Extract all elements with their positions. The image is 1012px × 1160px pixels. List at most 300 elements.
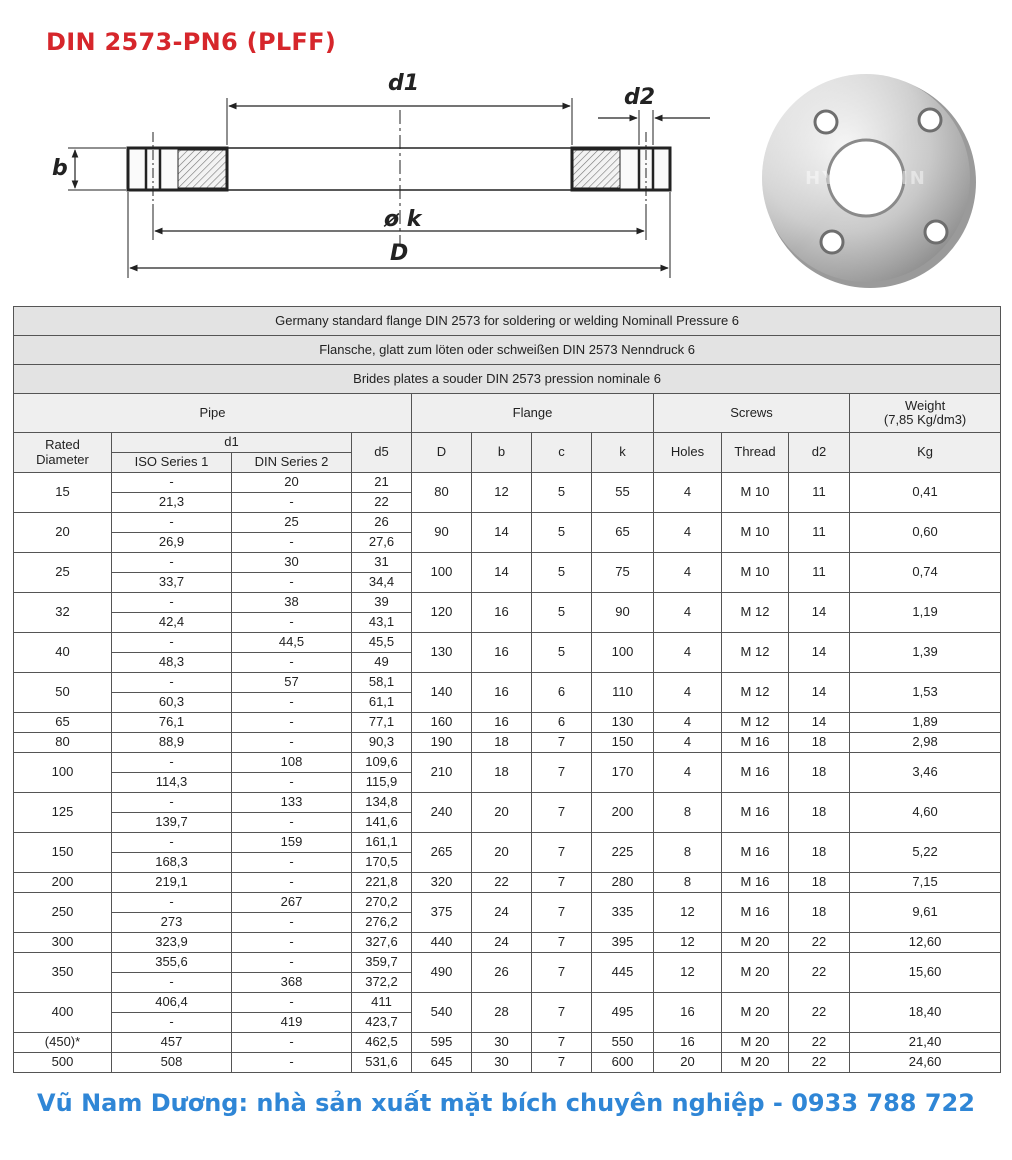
cell-holes: 4 <box>654 753 722 793</box>
cell-din-series-2: - <box>232 713 352 733</box>
cell-d5: 462,5 <box>352 1033 412 1053</box>
cell-kg: 5,22 <box>850 833 1001 873</box>
cell-thread: M 12 <box>722 633 789 673</box>
cell-holes: 8 <box>654 833 722 873</box>
cell-iso-series-1: 323,9 <box>112 933 232 953</box>
cell-b: 24 <box>472 933 532 953</box>
cell-d5: 45,5 <box>352 633 412 653</box>
cell-D: 375 <box>412 893 472 933</box>
cell-thread: M 20 <box>722 1033 789 1053</box>
cell-iso-series-1: 508 <box>112 1053 232 1073</box>
cell-iso-series-1: 26,9 <box>112 533 232 553</box>
cell-d2: 18 <box>789 733 850 753</box>
cell-d2: 11 <box>789 473 850 513</box>
cell-k: 495 <box>592 993 654 1033</box>
cell-k: 445 <box>592 953 654 993</box>
cell-k: 335 <box>592 893 654 933</box>
cell-d5: 21 <box>352 473 412 493</box>
cell-thread: M 12 <box>722 713 789 733</box>
cell-iso-series-1: 60,3 <box>112 693 232 713</box>
cell-rated-diameter: 125 <box>14 793 112 833</box>
cell-kg: 7,15 <box>850 873 1001 893</box>
header-rated-diameter <box>14 433 112 473</box>
cell-rated-diameter: 32 <box>14 593 112 633</box>
cell-iso-series-1: 88,9 <box>112 733 232 753</box>
cell-b: 30 <box>472 1053 532 1073</box>
cell-kg: 3,46 <box>850 753 1001 793</box>
cell-kg: 1,19 <box>850 593 1001 633</box>
cell-holes: 20 <box>654 1053 722 1073</box>
page-title: DIN 2573-PN6 (PLFF) <box>46 28 337 56</box>
flange-section-drawing <box>30 60 730 295</box>
cell-D: 240 <box>412 793 472 833</box>
header-d1: d1 <box>112 433 352 453</box>
label-d1: d1 <box>388 71 420 96</box>
cell-c: 7 <box>532 1033 592 1053</box>
table-row <box>14 933 1001 953</box>
cell-thread: M 20 <box>722 933 789 953</box>
cell-holes: 4 <box>654 513 722 553</box>
weight-density: (7,85 Kg/dm3) <box>883 412 967 427</box>
cell-din-series-2: - <box>232 953 352 973</box>
cell-din-series-2: - <box>232 693 352 713</box>
cell-c: 7 <box>532 933 592 953</box>
cell-holes: 4 <box>654 733 722 753</box>
cell-c: 7 <box>532 833 592 873</box>
cell-din-series-2: - <box>232 813 352 833</box>
table-row <box>14 473 1001 493</box>
cell-c: 7 <box>532 733 592 753</box>
cell-kg: 1,53 <box>850 673 1001 713</box>
cell-iso-series-1: - <box>112 1013 232 1033</box>
cell-D: 645 <box>412 1053 472 1073</box>
table-row <box>14 893 1001 913</box>
cell-thread: M 12 <box>722 593 789 633</box>
group-pipe: Pipe <box>14 394 412 433</box>
header-iso-series-1: ISO Series 1 <box>112 453 232 473</box>
table-row <box>14 1053 1001 1073</box>
cell-c: 5 <box>532 593 592 633</box>
cell-rated-diameter: 40 <box>14 633 112 673</box>
cell-k: 150 <box>592 733 654 753</box>
cell-din-series-2: 159 <box>232 833 352 853</box>
header-holes: Holes <box>654 433 722 473</box>
cell-c: 7 <box>532 873 592 893</box>
header-c: c <box>532 433 592 473</box>
header-D: D <box>412 433 472 473</box>
cell-thread: M 20 <box>722 993 789 1033</box>
table-row <box>14 633 1001 653</box>
table-row <box>14 793 1001 813</box>
cell-k: 130 <box>592 713 654 733</box>
cell-din-series-2: - <box>232 1033 352 1053</box>
cell-d5: 531,6 <box>352 1053 412 1073</box>
cell-k: 280 <box>592 873 654 893</box>
header-thread: Thread <box>722 433 789 473</box>
cell-b: 18 <box>472 733 532 753</box>
cell-din-series-2: - <box>232 733 352 753</box>
cell-din-series-2: - <box>232 1053 352 1073</box>
cell-thread: M 20 <box>722 953 789 993</box>
cell-din-series-2: - <box>232 653 352 673</box>
cell-c: 5 <box>532 553 592 593</box>
cell-b: 16 <box>472 673 532 713</box>
cell-d5: 43,1 <box>352 613 412 633</box>
cell-b: 22 <box>472 873 532 893</box>
header-k: k <box>592 433 654 473</box>
cell-D: 100 <box>412 553 472 593</box>
cell-iso-series-1: - <box>112 973 232 993</box>
cell-din-series-2: 30 <box>232 553 352 573</box>
label-D: D <box>390 241 409 266</box>
header-din-series-2: DIN Series 2 <box>232 453 352 473</box>
table-row <box>14 993 1001 1013</box>
cell-rated-diameter: 350 <box>14 953 112 993</box>
cell-d5: 327,6 <box>352 933 412 953</box>
cell-d5: 61,1 <box>352 693 412 713</box>
cell-thread: M 10 <box>722 553 789 593</box>
cell-c: 5 <box>532 473 592 513</box>
cell-d2: 22 <box>789 993 850 1033</box>
cell-d2: 18 <box>789 753 850 793</box>
cell-b: 14 <box>472 513 532 553</box>
cell-d5: 221,8 <box>352 873 412 893</box>
cell-holes: 4 <box>654 473 722 513</box>
cell-c: 7 <box>532 993 592 1033</box>
cell-b: 28 <box>472 993 532 1033</box>
cell-rated-diameter: 200 <box>14 873 112 893</box>
cell-d5: 276,2 <box>352 913 412 933</box>
cell-thread: M 16 <box>722 793 789 833</box>
cell-thread: M 16 <box>722 833 789 873</box>
cell-d5: 34,4 <box>352 573 412 593</box>
cell-d5: 141,6 <box>352 813 412 833</box>
cell-d5: 359,7 <box>352 953 412 973</box>
cell-iso-series-1: 219,1 <box>112 873 232 893</box>
cell-kg: 12,60 <box>850 933 1001 953</box>
cell-b: 12 <box>472 473 532 513</box>
cell-d2: 11 <box>789 553 850 593</box>
cell-rated-diameter: 100 <box>14 753 112 793</box>
cell-c: 7 <box>532 893 592 933</box>
cell-b: 14 <box>472 553 532 593</box>
cell-D: 440 <box>412 933 472 953</box>
cell-d5: 39 <box>352 593 412 613</box>
cell-c: 5 <box>532 633 592 673</box>
cell-din-series-2: 38 <box>232 593 352 613</box>
cell-holes: 4 <box>654 673 722 713</box>
cell-k: 75 <box>592 553 654 593</box>
cell-iso-series-1: - <box>112 513 232 533</box>
cell-iso-series-1: - <box>112 833 232 853</box>
cell-din-series-2: 44,5 <box>232 633 352 653</box>
cell-rated-diameter: 250 <box>14 893 112 933</box>
cell-iso-series-1: 114,3 <box>112 773 232 793</box>
cell-d2: 18 <box>789 893 850 933</box>
cell-holes: 16 <box>654 1033 722 1053</box>
cell-d5: 90,3 <box>352 733 412 753</box>
table-row <box>14 513 1001 533</box>
cell-D: 130 <box>412 633 472 673</box>
cell-din-series-2: - <box>232 533 352 553</box>
group-screws: Screws <box>654 394 850 433</box>
cell-din-series-2: - <box>232 873 352 893</box>
cell-b: 18 <box>472 753 532 793</box>
cell-iso-series-1: 139,7 <box>112 813 232 833</box>
cell-k: 55 <box>592 473 654 513</box>
cell-d2: 14 <box>789 713 850 733</box>
cell-b: 16 <box>472 713 532 733</box>
cell-D: 540 <box>412 993 472 1033</box>
cell-D: 210 <box>412 753 472 793</box>
table-row <box>14 553 1001 573</box>
flange-photo <box>760 70 978 290</box>
cell-kg: 1,89 <box>850 713 1001 733</box>
cell-rated-diameter: 20 <box>14 513 112 553</box>
cell-thread: M 16 <box>722 733 789 753</box>
cell-holes: 4 <box>654 553 722 593</box>
cell-din-series-2: 108 <box>232 753 352 773</box>
cell-thread: M 16 <box>722 873 789 893</box>
cell-din-series-2: - <box>232 933 352 953</box>
cell-iso-series-1: 457 <box>112 1033 232 1053</box>
cell-thread: M 12 <box>722 673 789 713</box>
banner-english: Germany standard flange DIN 2573 for soldering or welding Nominall Pressure 6 <box>14 307 1001 336</box>
cell-k: 600 <box>592 1053 654 1073</box>
cell-c: 7 <box>532 753 592 793</box>
cell-d2: 18 <box>789 873 850 893</box>
cell-din-series-2: - <box>232 493 352 513</box>
cell-b: 24 <box>472 893 532 933</box>
cell-iso-series-1: 48,3 <box>112 653 232 673</box>
cell-c: 7 <box>532 953 592 993</box>
cell-thread: M 20 <box>722 1053 789 1073</box>
table-row <box>14 733 1001 753</box>
cell-k: 90 <box>592 593 654 633</box>
cell-c: 5 <box>532 513 592 553</box>
cell-iso-series-1: - <box>112 633 232 653</box>
cell-kg: 0,60 <box>850 513 1001 553</box>
cell-kg: 0,74 <box>850 553 1001 593</box>
cell-c: 7 <box>532 793 592 833</box>
cell-iso-series-1: 273 <box>112 913 232 933</box>
cell-kg: 4,60 <box>850 793 1001 833</box>
cell-c: 6 <box>532 673 592 713</box>
cell-iso-series-1: - <box>112 553 232 573</box>
table-row <box>14 713 1001 733</box>
cell-holes: 8 <box>654 793 722 833</box>
cell-din-series-2: - <box>232 773 352 793</box>
cell-din-series-2: - <box>232 853 352 873</box>
cell-D: 140 <box>412 673 472 713</box>
cell-thread: M 16 <box>722 893 789 933</box>
cell-d2: 14 <box>789 633 850 673</box>
cell-D: 320 <box>412 873 472 893</box>
table-row <box>14 593 1001 613</box>
table-row <box>14 873 1001 893</box>
cell-kg: 0,41 <box>850 473 1001 513</box>
table-row <box>14 753 1001 773</box>
banner-german: Flansche, glatt zum löten oder schweißen DIN 2573 Nenndruck 6 <box>14 336 1001 365</box>
cell-iso-series-1: 42,4 <box>112 613 232 633</box>
cell-d2: 14 <box>789 593 850 633</box>
group-flange: Flange <box>412 394 654 433</box>
cell-D: 595 <box>412 1033 472 1053</box>
cell-iso-series-1: - <box>112 793 232 813</box>
cell-d5: 31 <box>352 553 412 573</box>
cell-iso-series-1: - <box>112 473 232 493</box>
cell-rated-diameter: 80 <box>14 733 112 753</box>
cell-iso-series-1: 355,6 <box>112 953 232 973</box>
cell-din-series-2: - <box>232 573 352 593</box>
cell-din-series-2: - <box>232 913 352 933</box>
cell-rated-diameter: 25 <box>14 553 112 593</box>
cell-d5: 109,6 <box>352 753 412 773</box>
banner-french: Brides plates a souder DIN 2573 pression nominale 6 <box>14 365 1001 394</box>
cell-b: 20 <box>472 793 532 833</box>
cell-d5: 22 <box>352 493 412 513</box>
cell-d2: 22 <box>789 1033 850 1053</box>
cell-k: 225 <box>592 833 654 873</box>
label-d2: d2 <box>624 85 656 110</box>
photo-watermark: HYUPSHIN <box>805 168 927 189</box>
flange-spec-table <box>13 306 1001 1073</box>
header-rated: Rated <box>45 437 80 453</box>
cell-d2: 18 <box>789 793 850 833</box>
cell-b: 26 <box>472 953 532 993</box>
cell-iso-series-1: - <box>112 893 232 913</box>
cell-holes: 12 <box>654 933 722 953</box>
cell-holes: 12 <box>654 953 722 993</box>
cell-D: 265 <box>412 833 472 873</box>
cell-rated-diameter: 65 <box>14 713 112 733</box>
cell-d5: 411 <box>352 993 412 1013</box>
cell-holes: 4 <box>654 713 722 733</box>
cell-d5: 161,1 <box>352 833 412 853</box>
cell-k: 170 <box>592 753 654 793</box>
cell-d5: 27,6 <box>352 533 412 553</box>
header-b: b <box>472 433 532 473</box>
header-d2: d2 <box>789 433 850 473</box>
cell-d5: 170,5 <box>352 853 412 873</box>
cell-din-series-2: 20 <box>232 473 352 493</box>
cell-din-series-2: 57 <box>232 673 352 693</box>
cell-d5: 115,9 <box>352 773 412 793</box>
weight-label: Weight <box>904 397 946 413</box>
cell-rated-diameter: 15 <box>14 473 112 513</box>
cell-thread: M 10 <box>722 513 789 553</box>
cell-holes: 8 <box>654 873 722 893</box>
cell-thread: M 10 <box>722 473 789 513</box>
cell-d5: 49 <box>352 653 412 673</box>
cell-thread: M 16 <box>722 753 789 793</box>
cell-kg: 2,98 <box>850 733 1001 753</box>
cell-d5: 134,8 <box>352 793 412 813</box>
cell-kg: 15,60 <box>850 953 1001 993</box>
cell-kg: 24,60 <box>850 1053 1001 1073</box>
cell-c: 6 <box>532 713 592 733</box>
cell-iso-series-1: 168,3 <box>112 853 232 873</box>
cell-d5: 423,7 <box>352 1013 412 1033</box>
label-b: b <box>52 156 68 181</box>
cell-iso-series-1: 76,1 <box>112 713 232 733</box>
cell-holes: 4 <box>654 633 722 673</box>
cell-k: 550 <box>592 1033 654 1053</box>
group-weight <box>850 394 1001 433</box>
header-kg: Kg <box>850 433 1001 473</box>
header-diameter: Diameter <box>36 451 89 467</box>
cell-d5: 58,1 <box>352 673 412 693</box>
cell-D: 160 <box>412 713 472 733</box>
cell-kg: 18,40 <box>850 993 1001 1033</box>
cell-rated-diameter: 50 <box>14 673 112 713</box>
footer-contact: Vũ Nam Dương: nhà sản xuất mặt bích chuyên nghiệp - 0933 788 722 <box>37 1089 975 1117</box>
cell-d2: 22 <box>789 933 850 953</box>
cell-rated-diameter: (450)* <box>14 1033 112 1053</box>
cell-kg: 1,39 <box>850 633 1001 673</box>
cell-iso-series-1: - <box>112 593 232 613</box>
cell-kg: 21,40 <box>850 1033 1001 1053</box>
cell-D: 80 <box>412 473 472 513</box>
cell-din-series-2: 267 <box>232 893 352 913</box>
cell-d5: 372,2 <box>352 973 412 993</box>
label-k: ø k <box>384 207 422 232</box>
header-d5: d5 <box>352 433 412 473</box>
cell-kg: 9,61 <box>850 893 1001 933</box>
cell-D: 90 <box>412 513 472 553</box>
cell-k: 65 <box>592 513 654 553</box>
cell-din-series-2: 133 <box>232 793 352 813</box>
cell-iso-series-1: 33,7 <box>112 573 232 593</box>
table-row <box>14 953 1001 973</box>
cell-rated-diameter: 300 <box>14 933 112 953</box>
cell-b: 20 <box>472 833 532 873</box>
cell-din-series-2: - <box>232 993 352 1013</box>
cell-rated-diameter: 150 <box>14 833 112 873</box>
cell-din-series-2: - <box>232 613 352 633</box>
cell-k: 200 <box>592 793 654 833</box>
cell-c: 7 <box>532 1053 592 1073</box>
cell-iso-series-1: 406,4 <box>112 993 232 1013</box>
cell-d5: 270,2 <box>352 893 412 913</box>
cell-holes: 16 <box>654 993 722 1033</box>
cell-D: 190 <box>412 733 472 753</box>
cell-D: 490 <box>412 953 472 993</box>
cell-din-series-2: 368 <box>232 973 352 993</box>
cell-k: 395 <box>592 933 654 953</box>
cell-b: 16 <box>472 593 532 633</box>
cell-D: 120 <box>412 593 472 633</box>
cell-b: 30 <box>472 1033 532 1053</box>
cell-holes: 4 <box>654 593 722 633</box>
cell-d2: 14 <box>789 673 850 713</box>
cell-holes: 12 <box>654 893 722 933</box>
cell-d2: 18 <box>789 833 850 873</box>
cell-b: 16 <box>472 633 532 673</box>
cell-k: 110 <box>592 673 654 713</box>
cell-d5: 77,1 <box>352 713 412 733</box>
cell-din-series-2: 25 <box>232 513 352 533</box>
cell-iso-series-1: - <box>112 673 232 693</box>
cell-iso-series-1: - <box>112 753 232 773</box>
cell-iso-series-1: 21,3 <box>112 493 232 513</box>
cell-din-series-2: 419 <box>232 1013 352 1033</box>
cell-d5: 26 <box>352 513 412 533</box>
cell-d2: 22 <box>789 953 850 993</box>
cell-d2: 22 <box>789 1053 850 1073</box>
cell-k: 100 <box>592 633 654 673</box>
cell-rated-diameter: 400 <box>14 993 112 1033</box>
